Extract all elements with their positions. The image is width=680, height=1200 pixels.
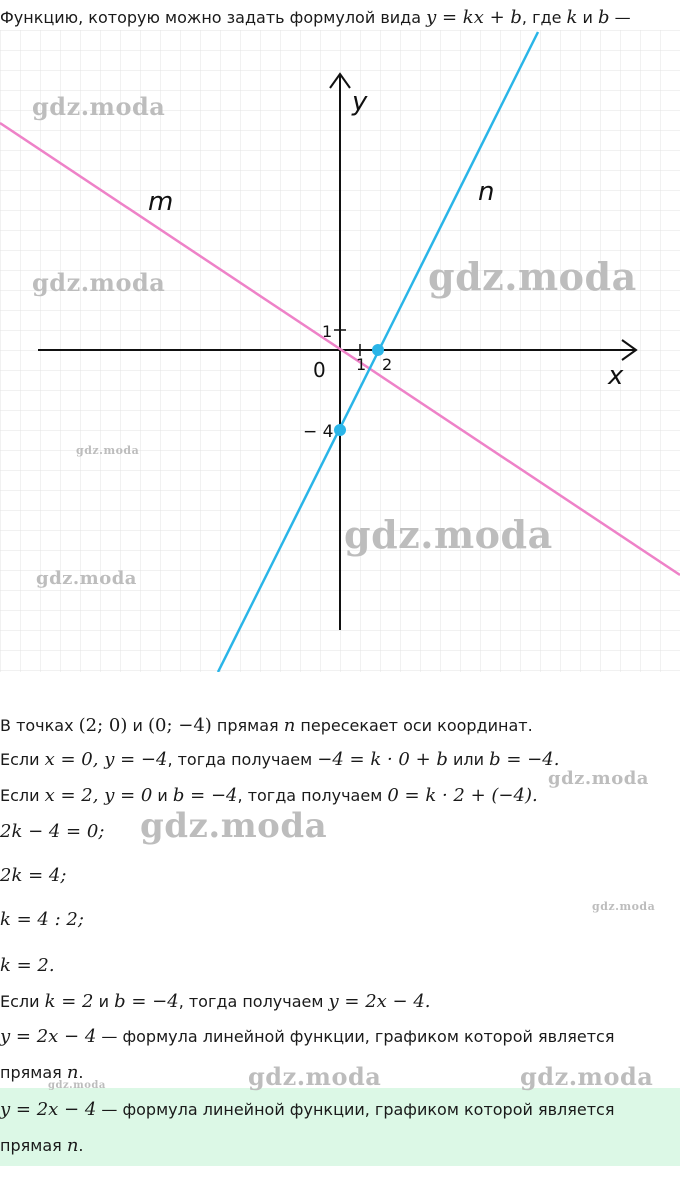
- solution-line-1: [0, 716, 533, 736]
- text: В точках: [0, 716, 79, 735]
- equation-3: [0, 910, 84, 930]
- equation-4: [0, 956, 55, 976]
- watermark: gdz.moda: [32, 268, 166, 297]
- text: прямая: [0, 1136, 67, 1155]
- header-line: [0, 8, 631, 28]
- solution-line-2: [0, 750, 559, 770]
- header-and: и: [577, 8, 598, 27]
- line-m-label: m: [148, 187, 174, 217]
- text: Если: [0, 750, 45, 769]
- watermark: gdz.moda: [48, 1080, 106, 1091]
- math: x = 0, y = −4: [44, 749, 168, 770]
- equation-2: [0, 866, 66, 886]
- x-tick-2-label: 2: [382, 355, 393, 374]
- coordinate-graph: [0, 30, 680, 672]
- text: , тогда получаем: [178, 992, 329, 1011]
- text: — формула линейной функции, графиком которой является: [96, 1027, 615, 1046]
- solution-line-3: [0, 786, 538, 806]
- x-axis-label: x: [608, 361, 624, 391]
- y-axis-label: y: [352, 87, 368, 117]
- math-n: n: [66, 1062, 79, 1083]
- header-dash: —: [609, 8, 631, 27]
- math: y = 2x − 4: [0, 1099, 97, 1120]
- math: −4 = k · 0 + b: [317, 749, 448, 770]
- math-n: n: [283, 715, 296, 736]
- math: b = −4: [114, 991, 179, 1012]
- text: и: [152, 786, 173, 805]
- answer-box: [0, 1088, 680, 1166]
- text: пересекает оси координат.: [295, 716, 533, 735]
- text: — формула линейной функции, графиком которой является: [96, 1100, 615, 1119]
- answer-line-2: [0, 1136, 84, 1156]
- math: y = 2x − 4.: [328, 991, 431, 1012]
- watermark: gdz.moda: [248, 1062, 382, 1091]
- text: и: [127, 716, 148, 735]
- watermark: gdz.moda: [36, 568, 137, 589]
- x-tick-1-label: 1: [356, 355, 367, 374]
- header-k: k: [566, 7, 578, 28]
- text: , тогда получаем: [167, 750, 318, 769]
- watermark: gdz.moda: [592, 900, 656, 913]
- answer-line-1: [0, 1100, 614, 1120]
- watermark: gdz.moda: [428, 254, 637, 299]
- math-point-2: (0; −4): [147, 715, 212, 736]
- origin-label: 0: [313, 358, 326, 382]
- math-point-1: (2; 0): [78, 715, 128, 736]
- text: или: [447, 750, 490, 769]
- math: 0 = k · 2 + (−4).: [387, 785, 538, 806]
- text: .: [78, 1136, 84, 1155]
- math: k = 2.: [0, 955, 55, 976]
- text: Если: [0, 992, 45, 1011]
- watermark: gdz.moda: [32, 92, 166, 121]
- equation-1: [0, 822, 104, 842]
- math: b = −4.: [489, 749, 560, 770]
- watermark: gdz.moda: [140, 806, 328, 846]
- math: 2k − 4 = 0;: [0, 821, 105, 842]
- math: y = 2x − 4: [0, 1026, 97, 1047]
- math: 2k = 4;: [0, 865, 67, 886]
- y-tick-1-label: 1: [322, 322, 333, 341]
- header-prefix: Функцию, которую можно задать формулой вида: [0, 8, 427, 27]
- watermark: gdz.moda: [520, 1062, 654, 1091]
- text: прямая: [211, 716, 284, 735]
- watermark: gdz.moda: [344, 512, 553, 557]
- line-n-label: n: [478, 177, 495, 207]
- math-n: n: [66, 1135, 79, 1156]
- text: Если: [0, 786, 45, 805]
- header-mid: , где: [521, 8, 567, 27]
- solution-line-6: [0, 1063, 84, 1083]
- y-tick-minus4-label: − 4: [303, 422, 334, 442]
- watermark: gdz.moda: [76, 444, 140, 457]
- math: k = 2: [44, 991, 94, 1012]
- header-b: b: [598, 7, 610, 28]
- text: , тогда получаем: [237, 786, 388, 805]
- text: прямая: [0, 1063, 67, 1082]
- solution-line-5: [0, 1027, 614, 1047]
- text: и: [93, 992, 115, 1011]
- watermark: gdz.moda: [548, 768, 649, 789]
- point-0-minus4: [334, 424, 346, 436]
- text: .: [78, 1063, 84, 1082]
- header-formula: y = kx + b: [426, 7, 522, 28]
- solution-line-4: [0, 992, 431, 1012]
- math: b = −4: [172, 785, 238, 806]
- math: k = 4 : 2;: [0, 909, 84, 930]
- math: x = 2, y = 0: [44, 785, 153, 806]
